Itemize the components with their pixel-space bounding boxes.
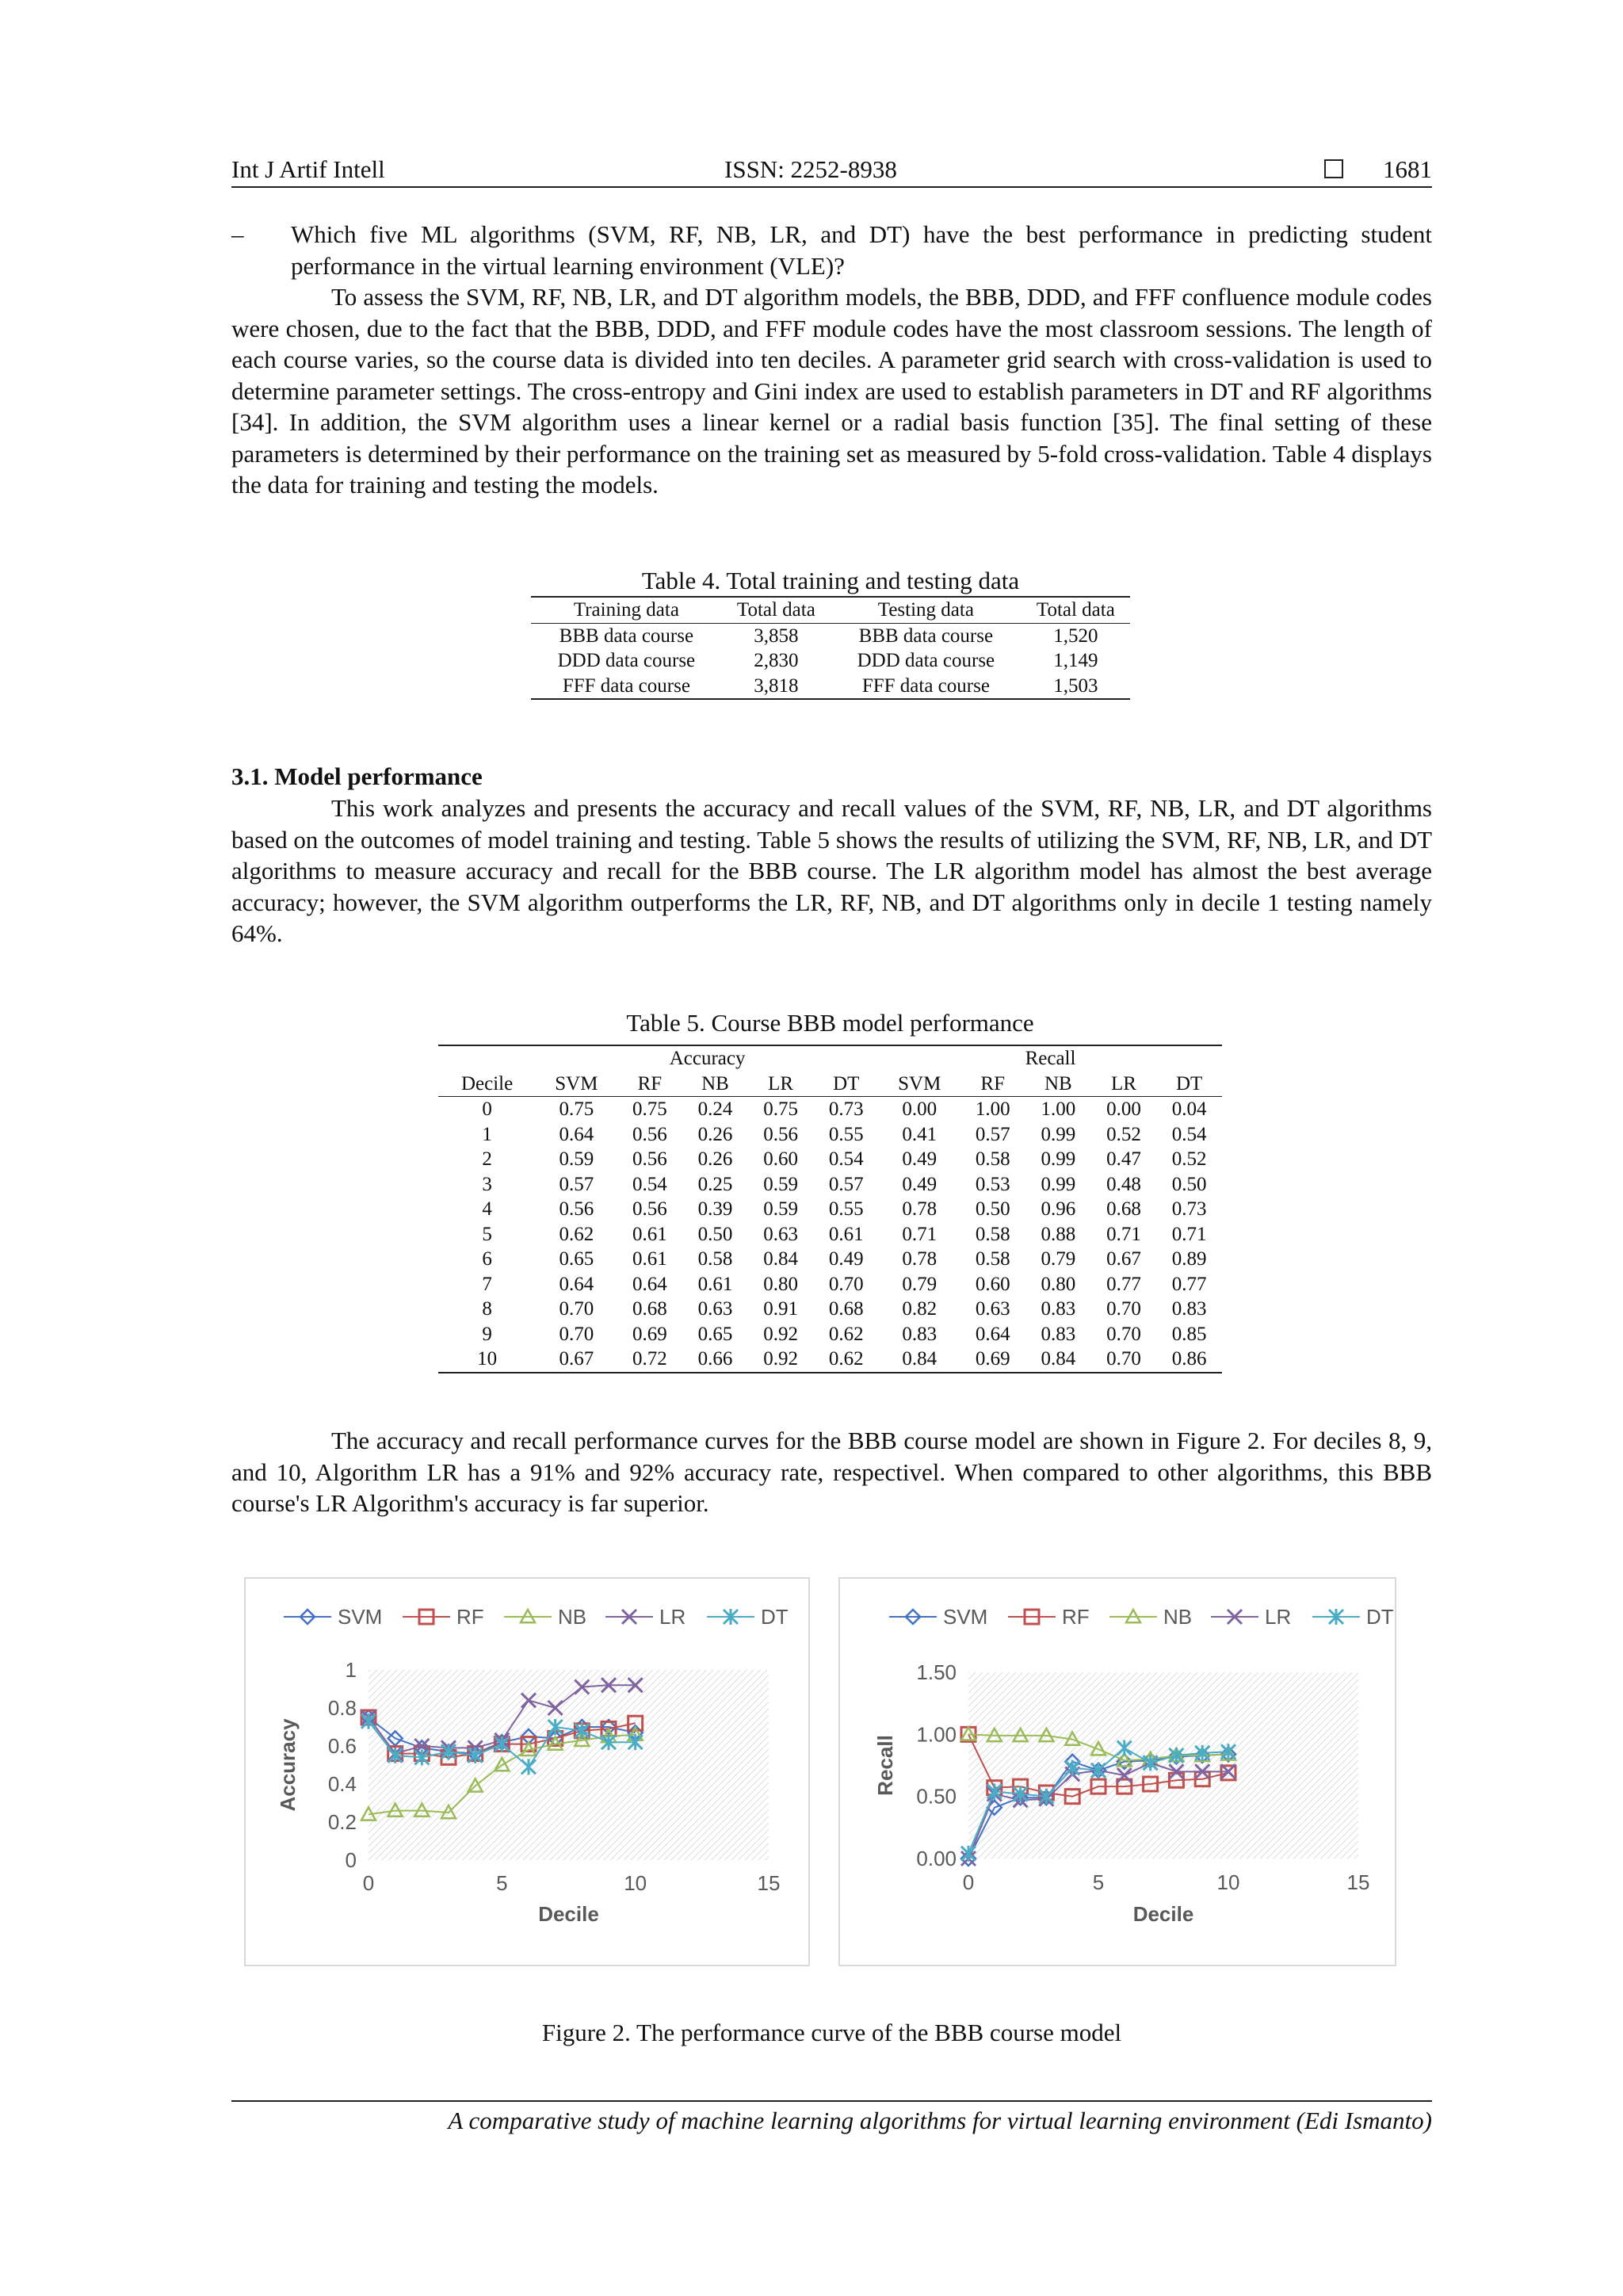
table5-header: RF xyxy=(617,1072,683,1097)
accuracy-chart-svg xyxy=(246,1579,812,1968)
table5-cell: 0.50 xyxy=(1171,1173,1207,1195)
table5-cell: 0.58 xyxy=(975,1248,1010,1270)
table5-cell: 0.48 xyxy=(1106,1173,1141,1195)
legend-label: RF xyxy=(1062,1605,1090,1629)
table4-row xyxy=(531,674,1130,700)
journal-name: Int J Artif Intell xyxy=(231,155,385,183)
table4-cell: FFF data course xyxy=(861,674,990,697)
table5-cell: 0.00 xyxy=(902,1098,938,1120)
section-heading: 3.1. Model performance xyxy=(231,762,483,790)
table5-cell: 0.69 xyxy=(632,1323,667,1345)
table5-cell: 0.50 xyxy=(975,1198,1010,1220)
table5-cell: 0.54 xyxy=(1171,1123,1207,1145)
table5-cell: 0.71 xyxy=(1106,1223,1141,1245)
table5-cell: 0.61 xyxy=(828,1223,864,1245)
table5-cell: 0.61 xyxy=(697,1273,733,1295)
plot-area xyxy=(968,1672,1358,1859)
table4-cell: DDD data course xyxy=(557,650,696,671)
legend-label: DT xyxy=(761,1605,789,1629)
y-axis-title: Accuracy xyxy=(276,1718,300,1812)
table5-cell: 0.64 xyxy=(975,1323,1010,1345)
table5-cell: 0.71 xyxy=(1171,1223,1207,1245)
table5-cell: 0.39 xyxy=(697,1198,733,1220)
recall-chart-svg xyxy=(840,1579,1398,1968)
square-bullet-icon xyxy=(1324,159,1343,178)
paragraph-2: This work analyzes and presents the accuracy and recall values of the SVM, RF, NB, LR, and DT algorithms based on the outcomes of model training and testing. Table 5 shows the results of utilizing the SVM, RF, NB, LR, and DT algorithms to measure accuracy and recall for the BBB course. The LR algorithm model has almost the best average accuracy; however, the SVM algorithm outperforms the LR, RF, NB, and DT algorithms only in decile 1 testing namely 64%. xyxy=(231,794,1432,947)
table5-cell: 0.92 xyxy=(763,1323,798,1345)
figure-caption: Figure 2. The performance curve of the BBB course model xyxy=(541,2019,1122,2046)
legend-label: NB xyxy=(1163,1605,1193,1629)
table5-cell: 0.59 xyxy=(763,1173,798,1195)
table5-cell: 10 xyxy=(477,1348,498,1370)
table5-header: DT xyxy=(1156,1072,1222,1097)
table5-cell: 0.50 xyxy=(697,1223,733,1245)
table5-cell: 0.26 xyxy=(697,1148,733,1170)
table5-cell: 0.86 xyxy=(1171,1348,1207,1370)
table4-cell: 1,520 xyxy=(1053,625,1098,647)
x-tick-label: 0 xyxy=(962,1870,975,1894)
table5-cell: 0.60 xyxy=(975,1273,1010,1295)
table5-header: RF xyxy=(960,1072,1025,1097)
x-tick-label: 5 xyxy=(1092,1870,1105,1894)
table5-cell: 0.04 xyxy=(1171,1098,1207,1120)
table-4 xyxy=(531,596,1130,700)
table5-cell: 8 xyxy=(482,1298,492,1320)
table5-group-accuracy: Accuracy xyxy=(669,1048,746,1069)
y-tick-label: 0.6 xyxy=(327,1734,357,1758)
legend-label: LR xyxy=(1265,1605,1292,1629)
table5-cell: 3 xyxy=(482,1173,492,1195)
table5-cell: 1.00 xyxy=(975,1098,1010,1120)
table5-cell: 6 xyxy=(482,1248,492,1270)
page-number-area xyxy=(1324,155,1432,184)
table5-cell: 0.49 xyxy=(902,1173,938,1195)
table5-cell: 4 xyxy=(482,1198,492,1220)
table5-cell: 0.52 xyxy=(1106,1123,1141,1145)
table5-cell: 0.84 xyxy=(902,1348,938,1370)
legend-label: NB xyxy=(558,1605,587,1629)
table5-cell: 0.92 xyxy=(763,1348,798,1370)
table4-row xyxy=(531,623,1130,648)
table5-cell: 0.96 xyxy=(1041,1198,1076,1220)
table5-cell: 0.75 xyxy=(763,1098,798,1120)
table5-cell: 0.79 xyxy=(1041,1248,1076,1270)
y-axis-title: Recall xyxy=(873,1735,897,1796)
table5-cell: 0.63 xyxy=(763,1223,798,1245)
table5-row xyxy=(438,1247,1222,1272)
table4-row xyxy=(531,648,1130,674)
table5-cell: 0.63 xyxy=(975,1298,1010,1320)
table5-cell: 0.55 xyxy=(828,1123,864,1145)
table5-cell: 0.53 xyxy=(975,1173,1010,1195)
table5-cell: 0.57 xyxy=(559,1173,594,1195)
table5-row xyxy=(438,1147,1222,1172)
table5-cell: 0.88 xyxy=(1041,1223,1076,1245)
table5-cell: 0.99 xyxy=(1041,1148,1076,1170)
table5-group-recall: Recall xyxy=(1025,1048,1076,1069)
table5-cell: 0.84 xyxy=(763,1248,798,1270)
table5-cell: 0.83 xyxy=(902,1323,938,1345)
table5-cell: 0.83 xyxy=(1041,1298,1076,1320)
table5-cell: 0.25 xyxy=(697,1173,733,1195)
y-tick-label: 0.4 xyxy=(327,1772,357,1796)
table5-cell: 0.65 xyxy=(697,1323,733,1345)
table5-cell: 0.78 xyxy=(902,1248,938,1270)
accuracy-chart xyxy=(244,1577,810,1966)
table5-cell: 0.62 xyxy=(559,1223,594,1245)
table5-cell: 1.00 xyxy=(1041,1098,1076,1120)
table5-cell: 5 xyxy=(482,1223,492,1245)
table5-header: NB xyxy=(682,1072,748,1097)
table5-cell: 0.54 xyxy=(632,1173,667,1195)
table4-header: Total data xyxy=(722,597,831,623)
table4-cell: BBB data course xyxy=(858,625,994,647)
table4-cell: DDD data course xyxy=(857,650,995,671)
table5-cell: 0.75 xyxy=(559,1098,594,1120)
table5-cell: 0.54 xyxy=(828,1148,864,1170)
table5-cell: 0.58 xyxy=(975,1148,1010,1170)
table5-cell: 0.61 xyxy=(632,1248,667,1270)
table5-header: DT xyxy=(813,1072,879,1097)
recall-chart xyxy=(838,1577,1396,1966)
table5-cell: 0.70 xyxy=(1106,1348,1141,1370)
table5-row xyxy=(438,1347,1222,1373)
paragraph-3: The accuracy and recall performance curves for the BBB course model are shown in Figure 2. For deciles 8, 9, and 10, Algorithm LR has a 91% and 92% accuracy rate, respectivel. When compared to other algorithms, this BBB course's LR Algorithm's accuracy is far superior. xyxy=(231,1427,1432,1517)
y-tick-label: 1.50 xyxy=(916,1660,957,1684)
table5-cell: 0.41 xyxy=(902,1123,938,1145)
table5-cell: 0.70 xyxy=(1106,1298,1141,1320)
legend xyxy=(889,1605,1394,1629)
table5-cell: 0.70 xyxy=(828,1273,864,1295)
research-question xyxy=(231,219,1432,281)
table5-row xyxy=(438,1172,1222,1198)
research-question-text: Which five ML algorithms (SVM, RF, NB, LR, and DT) have the best performance in predicting student performance in the virtual learning environment (VLE)? xyxy=(291,220,1432,280)
table5-cell: 0.77 xyxy=(1171,1273,1207,1295)
y-tick-label: 0.00 xyxy=(916,1847,957,1870)
table5-cell: 0.99 xyxy=(1041,1123,1076,1145)
table5-cell: 0.67 xyxy=(559,1348,594,1370)
table5-row xyxy=(438,1122,1222,1148)
table5-cell: 0.56 xyxy=(632,1123,667,1145)
table5-cell: 0.83 xyxy=(1041,1323,1076,1345)
table5-cell: 0.58 xyxy=(975,1223,1010,1245)
table5-cell: 7 xyxy=(482,1273,492,1295)
table5-cell: 0.80 xyxy=(763,1273,798,1295)
legend-label: SVM xyxy=(943,1605,988,1629)
legend xyxy=(284,1605,789,1629)
table5-cell: 2 xyxy=(482,1148,492,1170)
running-header xyxy=(231,153,1432,188)
table5-cell: 0.62 xyxy=(828,1348,864,1370)
table5-cell: 0.72 xyxy=(632,1348,667,1370)
table5-header: SVM xyxy=(879,1072,960,1097)
y-tick-label: 1 xyxy=(345,1658,357,1682)
table5-cell: 0.64 xyxy=(632,1273,667,1295)
table5-caption: Table 5. Course BBB model performance xyxy=(626,1009,1034,1037)
table5-header: Decile xyxy=(438,1072,536,1097)
table5-cell: 0.58 xyxy=(697,1248,733,1270)
table5-row xyxy=(438,1222,1222,1247)
table5-header: LR xyxy=(1091,1072,1157,1097)
table5-cell: 0.73 xyxy=(828,1098,864,1120)
table4-header: Training data xyxy=(531,597,722,623)
table4-cell: FFF data course xyxy=(562,674,690,697)
table5-row xyxy=(438,1197,1222,1222)
table5-cell: 0.64 xyxy=(559,1273,594,1295)
table5-cell: 0.61 xyxy=(632,1223,667,1245)
table5-cell: 0.82 xyxy=(902,1298,938,1320)
table5-cell: 0.99 xyxy=(1041,1173,1076,1195)
table5-cell: 0.66 xyxy=(697,1348,733,1370)
table5-cell: 0.56 xyxy=(559,1198,594,1220)
table5-cell: 0.68 xyxy=(1106,1198,1141,1220)
table5-cell: 0.70 xyxy=(1106,1323,1141,1345)
table5-cell: 0.67 xyxy=(1106,1248,1141,1270)
table4-cell: 2,830 xyxy=(754,650,799,671)
table5-cell: 0.57 xyxy=(828,1173,864,1195)
table5-header: NB xyxy=(1025,1072,1091,1097)
table5-cell: 0.64 xyxy=(559,1123,594,1145)
legend-label: RF xyxy=(456,1605,484,1629)
dash-bullet: – xyxy=(231,220,244,248)
table5-cell: 0.56 xyxy=(763,1123,798,1145)
table5-cell: 0.63 xyxy=(697,1298,733,1320)
table5-cell: 0.75 xyxy=(632,1098,667,1120)
table5-cell: 0.56 xyxy=(632,1148,667,1170)
page-number: 1681 xyxy=(1383,155,1432,183)
table5-cell: 0.69 xyxy=(975,1348,1010,1370)
table5-cell: 0.83 xyxy=(1171,1298,1207,1320)
table5-cell: 0.85 xyxy=(1171,1323,1207,1345)
y-tick-label: 0.50 xyxy=(916,1784,957,1809)
table5-cell: 0.68 xyxy=(632,1298,667,1320)
table4-cell: BBB data course xyxy=(559,625,694,647)
x-tick-label: 0 xyxy=(362,1871,375,1895)
legend-label: DT xyxy=(1366,1605,1394,1629)
x-axis-title: Decile xyxy=(538,1902,599,1926)
table5-cell: 0.78 xyxy=(902,1198,938,1220)
table4-cell: 1,149 xyxy=(1053,650,1098,671)
table5-cell: 0.71 xyxy=(902,1223,938,1245)
table5-cell: 0.57 xyxy=(975,1123,1010,1145)
table5-cell: 0.70 xyxy=(559,1298,594,1320)
table4-caption: Table 4. Total training and testing data xyxy=(641,567,1020,594)
table5-cell: 0.80 xyxy=(1041,1273,1076,1295)
table5-cell: 0.79 xyxy=(902,1273,938,1295)
table5-cell: 0.65 xyxy=(559,1248,594,1270)
x-tick-label: 15 xyxy=(1346,1870,1370,1894)
x-tick-label: 5 xyxy=(496,1871,508,1895)
table5-spacer xyxy=(438,1045,536,1072)
running-footer: A comparative study of machine learning algorithms for virtual learning environment (Edi Ismanto) xyxy=(231,2100,1432,2135)
table5-cell: 0.26 xyxy=(697,1123,733,1145)
y-tick-label: 1.00 xyxy=(916,1722,957,1747)
table5-row xyxy=(438,1297,1222,1322)
table5-cell: 0.00 xyxy=(1106,1098,1141,1120)
table4-cell: 3,818 xyxy=(754,674,799,697)
table5-cell: 0.47 xyxy=(1106,1148,1141,1170)
x-tick-label: 15 xyxy=(757,1871,781,1895)
table5-cell: 0.70 xyxy=(559,1323,594,1345)
table-5 xyxy=(438,1045,1222,1373)
table5-cell: 0.77 xyxy=(1106,1273,1141,1295)
table5-cell: 0.24 xyxy=(697,1098,733,1120)
table4-header: Total data xyxy=(1022,597,1130,623)
y-tick-label: 0 xyxy=(345,1848,357,1872)
table5-cell: 0.49 xyxy=(828,1248,864,1270)
table5-header: LR xyxy=(748,1072,814,1097)
table5-cell: 0.91 xyxy=(763,1298,798,1320)
table5-row xyxy=(438,1097,1222,1122)
table5-header: SVM xyxy=(536,1072,617,1097)
table5-cell: 0.55 xyxy=(828,1198,864,1220)
table5-row xyxy=(438,1272,1222,1297)
table4-cell: 1,503 xyxy=(1053,674,1098,697)
y-tick-label: 0.8 xyxy=(327,1696,357,1720)
table5-cell: 0.68 xyxy=(828,1298,864,1320)
table5-cell: 0.84 xyxy=(1041,1348,1076,1370)
table5-cell: 0.73 xyxy=(1171,1198,1207,1220)
x-tick-label: 10 xyxy=(1216,1870,1240,1894)
x-tick-label: 10 xyxy=(624,1871,647,1895)
table5-cell: 0.62 xyxy=(828,1323,864,1345)
table5-cell: 9 xyxy=(482,1323,492,1345)
table5-cell: 0.49 xyxy=(902,1148,938,1170)
table5-cell: 0 xyxy=(482,1098,492,1120)
table5-cell: 0.59 xyxy=(559,1148,594,1170)
table5-cell: 0.60 xyxy=(763,1148,798,1170)
table5-cell: 0.56 xyxy=(632,1198,667,1220)
legend-label: LR xyxy=(659,1605,686,1629)
table5-cell: 0.52 xyxy=(1171,1148,1207,1170)
table5-cell: 1 xyxy=(482,1123,492,1145)
paragraph-1: To assess the SVM, RF, NB, LR, and DT algorithm models, the BBB, DDD, and FFF confluence module codes were chosen, due to the fact that the BBB, DDD, and FFF module codes have the most classroom sessions. The length of each course varies, so the course data is divided into ten deciles. A parameter grid search with cross-validation is used to determine parameter settings. The cross-entropy and Gini index are used to establish parameters in DT and RF algorithms [34]. In addition, the SVM algorithm uses a linear kernel or a radial basis function [35]. The final setting of these parameters is determined by their performance on the training set as measured by 5-fold cross-validation. Table 4 displays the data for training and testing the models. xyxy=(231,283,1432,499)
y-tick-label: 0.2 xyxy=(327,1810,357,1834)
table5-cell: 0.59 xyxy=(763,1198,798,1220)
legend-label: SVM xyxy=(338,1605,383,1629)
x-axis-title: Decile xyxy=(1132,1902,1194,1926)
table5-row xyxy=(438,1322,1222,1347)
table4-header: Testing data xyxy=(831,597,1022,623)
table5-cell: 0.89 xyxy=(1171,1248,1207,1270)
issn: ISSN: 2252-8938 xyxy=(724,155,897,183)
table4-cell: 3,858 xyxy=(754,625,799,647)
